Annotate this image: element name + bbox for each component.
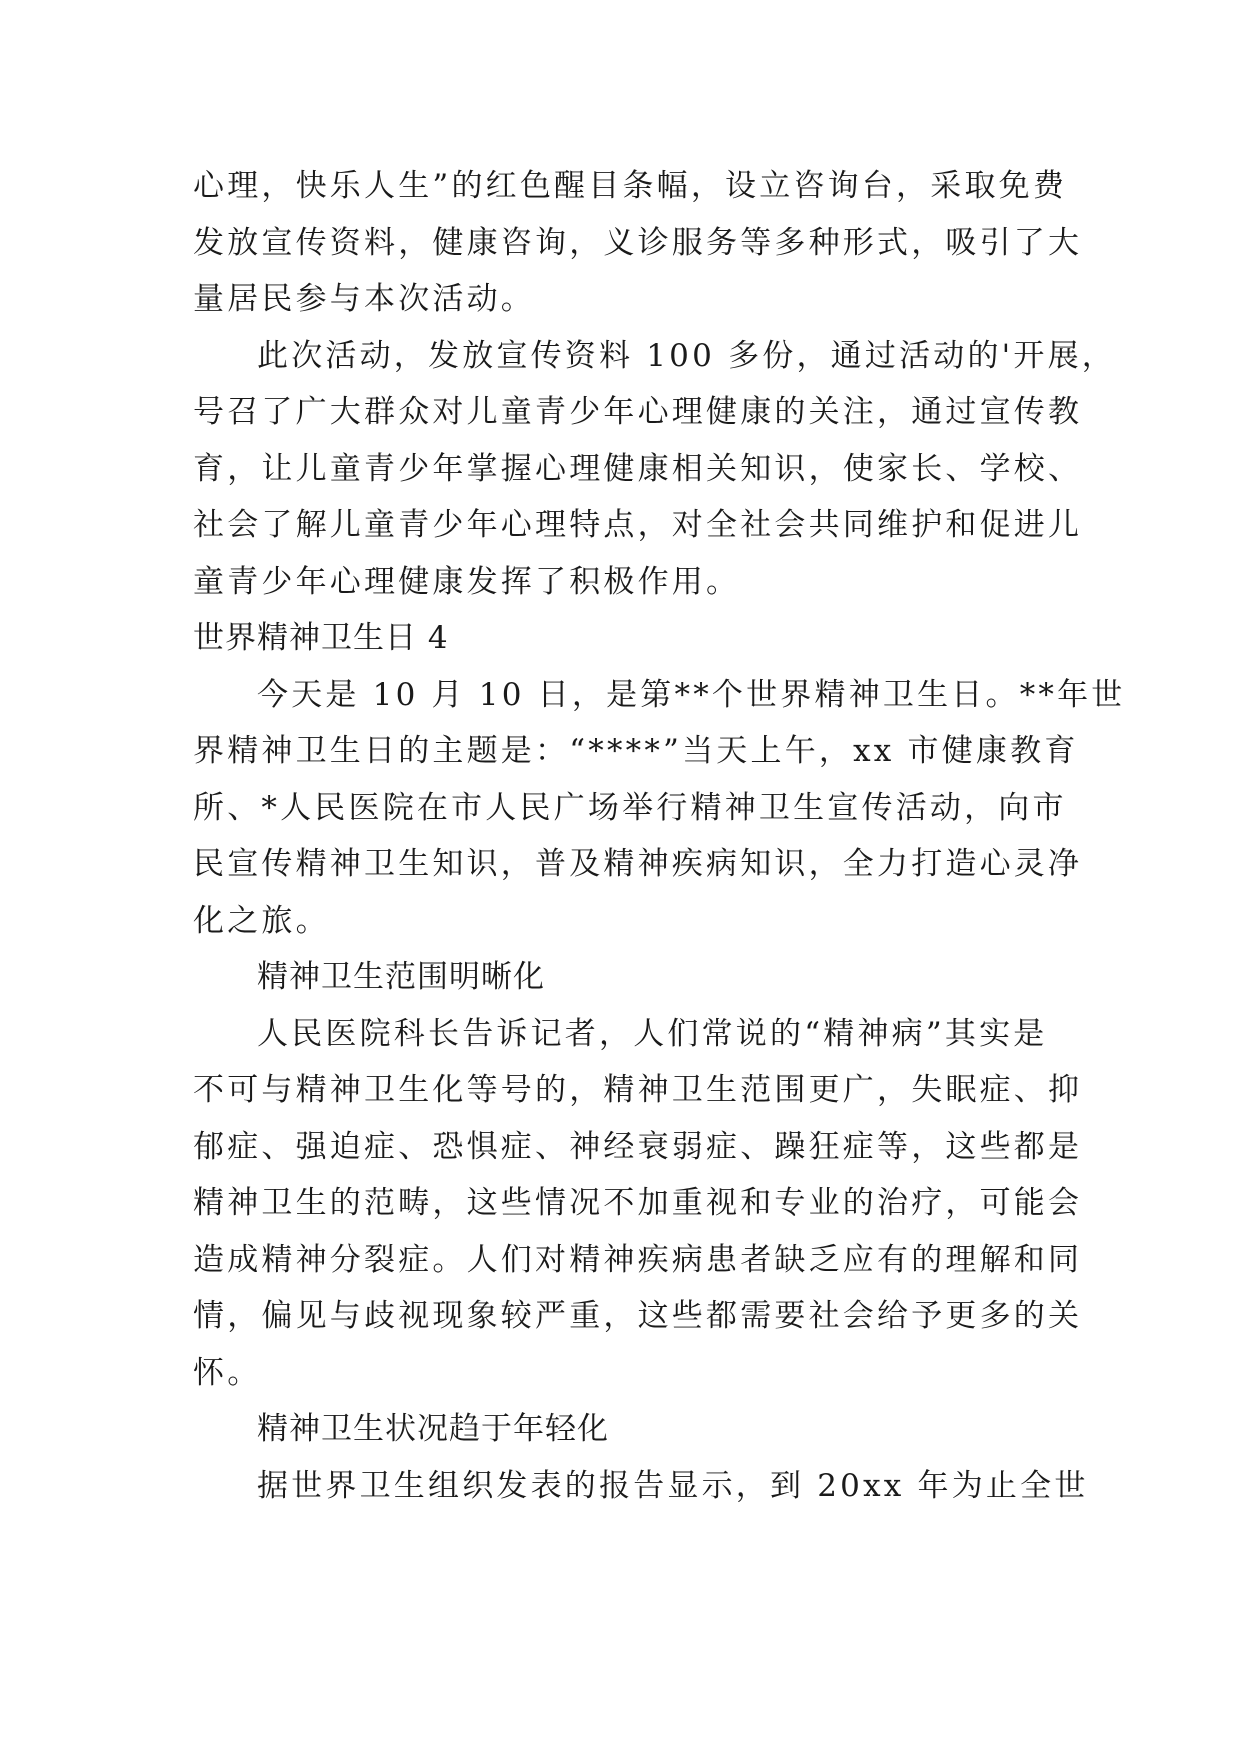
text-line: 人民医院科长告诉记者，人们常说的“精神病”其实是 — [257, 1015, 1048, 1052]
text-line: 童青少年心理健康发挥了积极作用。 — [193, 563, 741, 600]
text-line: 不可与精神卫生化等号的，精神卫生范围更广，失眠症、抑 — [193, 1072, 1083, 1108]
text-line: 怀。 — [193, 1354, 262, 1391]
text-line: 今天是 10 月 10 日，是第**个世界精神卫生日。**年世 — [257, 676, 1126, 713]
text-line: 据世界卫生组织发表的报告显示，到 20xx 年为止全世 — [257, 1467, 1089, 1504]
paragraph — [193, 158, 1083, 328]
text-line: 界精神卫生日的主题是：“****”当天上午，xx 市健康教育 — [193, 733, 1079, 769]
text-line: 郁症、强迫症、恐惧症、神经衰弱症、躁狂症等，这些都是 — [193, 1128, 1083, 1165]
text-line: 所、*人民医院在市人民广场举行精神卫生宣传活动，向市 — [193, 789, 1067, 826]
subheading: 精神卫生范围明晰化 — [257, 959, 545, 995]
text-line: 民宣传精神卫生知识，普及精神疾病知识，全力打造心灵净 — [193, 846, 1083, 882]
paragraph — [193, 1458, 1089, 1515]
text-line: 精神卫生的范畴，这些情况不加重视和专业的治疗，可能会 — [193, 1185, 1083, 1221]
text-line: 发放宣传资料，健康咨询，义诊服务等多种形式，吸引了大 — [193, 224, 1083, 261]
text-line: 造成精神分裂症。人们对精神疾病患者缺乏应有的理解和同 — [193, 1241, 1083, 1278]
paragraph — [193, 667, 1126, 950]
section-title: 世界精神卫生日 4 — [193, 620, 449, 656]
text-line: 社会了解儿童青少年心理特点，对全社会共同维护和促进儿 — [193, 507, 1083, 543]
subheading: 精神卫生状况趋于年轻化 — [257, 1411, 609, 1447]
text-line: 心理，快乐人生”的红色醒目条幅，设立咨询台，采取免费 — [193, 168, 1068, 204]
paragraph — [193, 1006, 1083, 1402]
text-line: 号召了广大群众对儿童青少年心理健康的关注，通过宣传教 — [193, 394, 1083, 430]
text-line: 化之旅。 — [193, 902, 330, 939]
text-line: 量居民参与本次活动。 — [193, 281, 535, 317]
text-line: 此次活动，发放宣传资料 100 多份，通过活动的'开展， — [257, 337, 1116, 374]
text-line: 情，偏见与歧视现象较严重，这些都需要社会给予更多的关 — [193, 1298, 1083, 1334]
paragraph — [193, 328, 1116, 611]
document-body — [193, 158, 1126, 1514]
text-line: 育，让儿童青少年掌握心理健康相关知识，使家长、学校、 — [193, 450, 1083, 487]
